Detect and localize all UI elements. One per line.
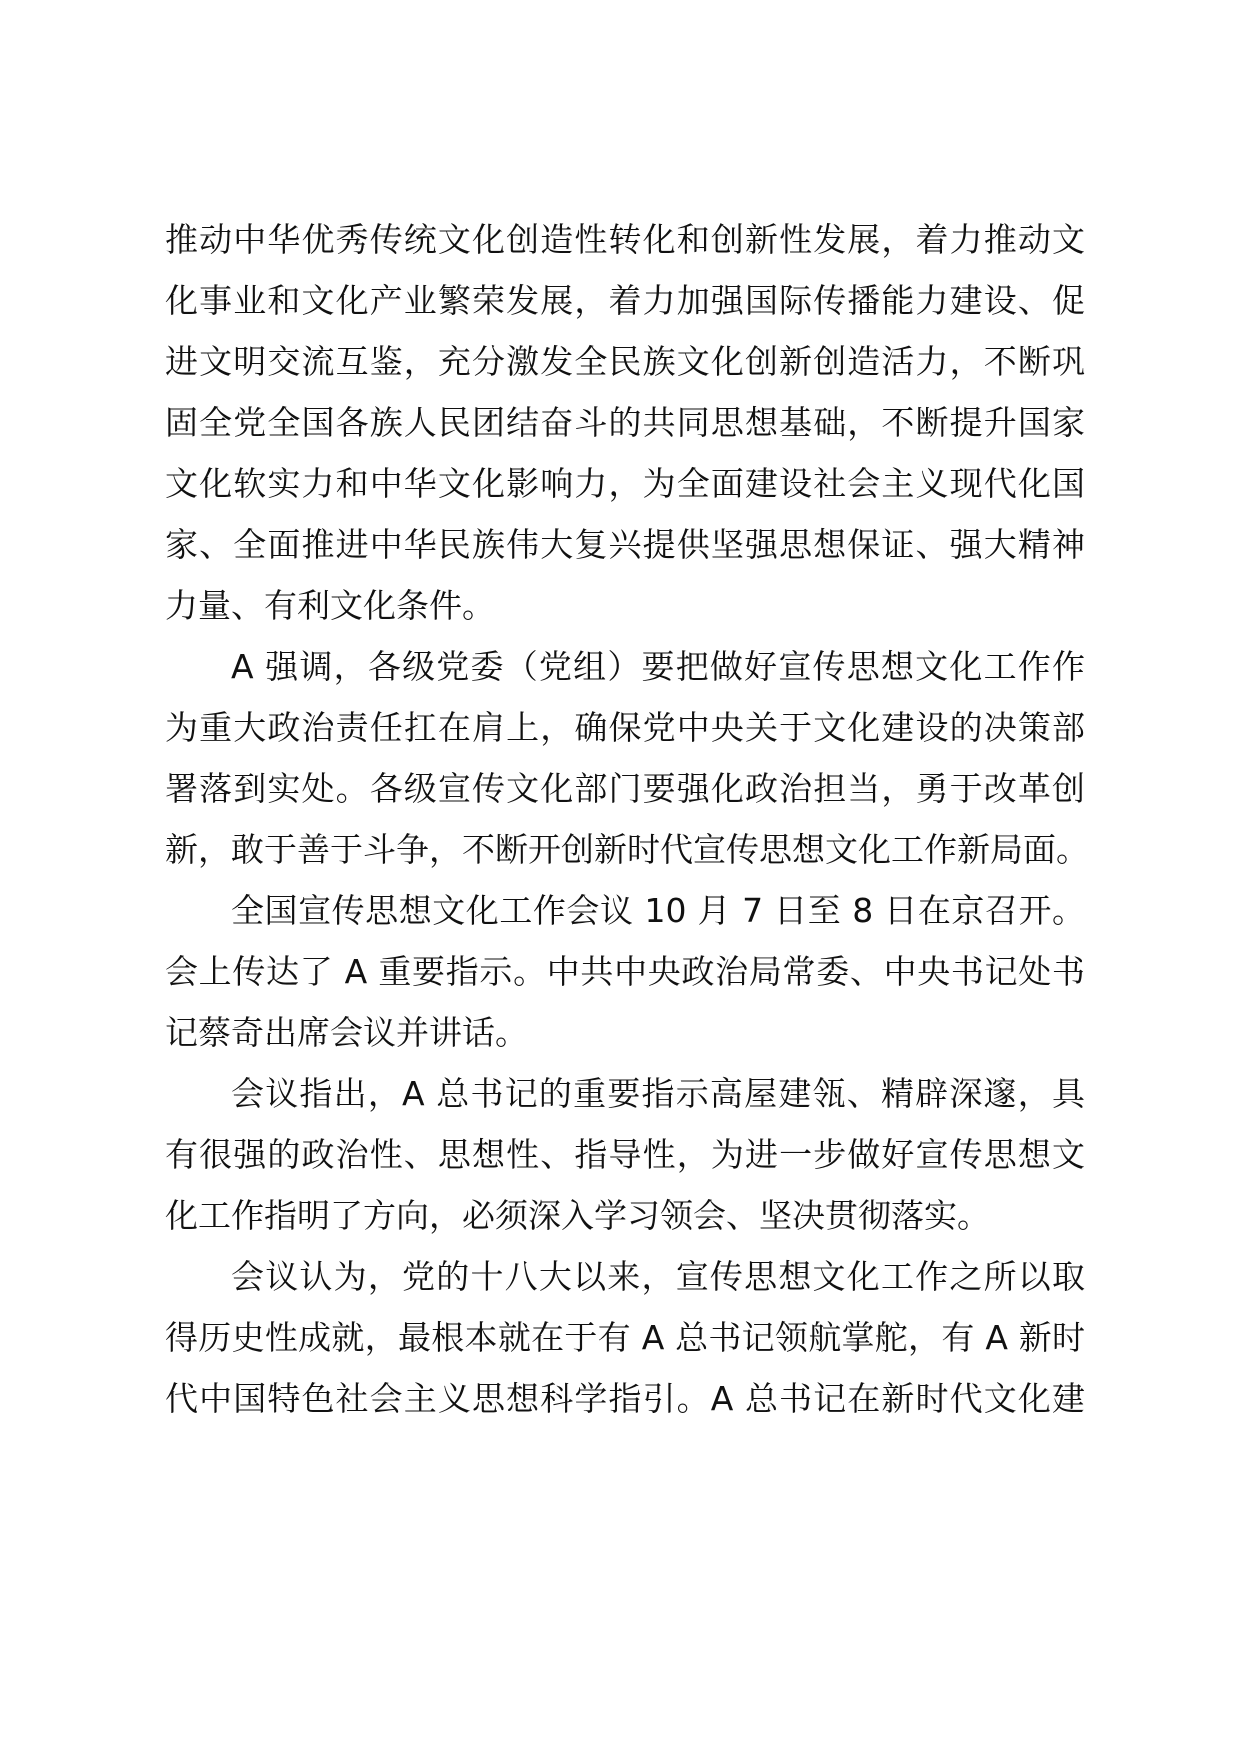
text-line: 推动中华优秀传统文化创造性转化和创新性发展，着力推动文 (165, 220, 1085, 259)
paragraph-first-line: A 强调，各级党委（党组）要把做好宣传思想文化工作作 (231, 647, 1085, 686)
text-line: 得历史性成就，最根本就在于有 A 总书记领航掌舵，有 A 新时 (165, 1318, 1085, 1357)
text-line: 署落到实处。各级宣传文化部门要强化政治担当，勇于改革创 (165, 769, 1085, 808)
text-line: 力量、有利文化条件。 (165, 586, 495, 625)
text-line: 代中国特色社会主义思想科学指引。A 总书记在新时代文化建 (165, 1379, 1085, 1418)
paragraph-first-line: 会议认为，党的十八大以来，宣传思想文化工作之所以取 (231, 1257, 1085, 1296)
text-line: 为重大政治责任扛在肩上，确保党中央关于文化建设的决策部 (165, 708, 1085, 747)
text-line: 固全党全国各族人民团结奋斗的共同思想基础，不断提升国家 (165, 403, 1085, 442)
text-line: 文化软实力和中华文化影响力，为全面建设社会主义现代化国 (165, 464, 1085, 503)
text-line: 化事业和文化产业繁荣发展，着力加强国际传播能力建设、促 (165, 281, 1085, 320)
text-line: 有很强的政治性、思想性、指导性，为进一步做好宣传思想文 (165, 1135, 1085, 1174)
paragraph-first-line: 会议指出，A 总书记的重要指示高屋建瓴、精辟深邃，具 (231, 1074, 1085, 1113)
text-line: 家、全面推进中华民族伟大复兴提供坚强思想保证、强大精神 (165, 525, 1085, 564)
text-line: 化工作指明了方向，必须深入学习领会、坚决贯彻落实。 (165, 1196, 990, 1235)
text-line: 进文明交流互鉴，充分激发全民族文化创新创造活力，不断巩 (165, 342, 1085, 381)
text-line: 记蔡奇出席会议并讲话。 (165, 1013, 528, 1052)
text-line: 会上传达了 A 重要指示。中共中央政治局常委、中央书记处书 (165, 952, 1085, 991)
text-line: 新，敢于善于斗争，不断开创新时代宣传思想文化工作新局面。 (165, 830, 1089, 869)
paragraph-first-line: 全国宣传思想文化工作会议 10 月 7 日至 8 日在京召开。 (231, 891, 1085, 930)
